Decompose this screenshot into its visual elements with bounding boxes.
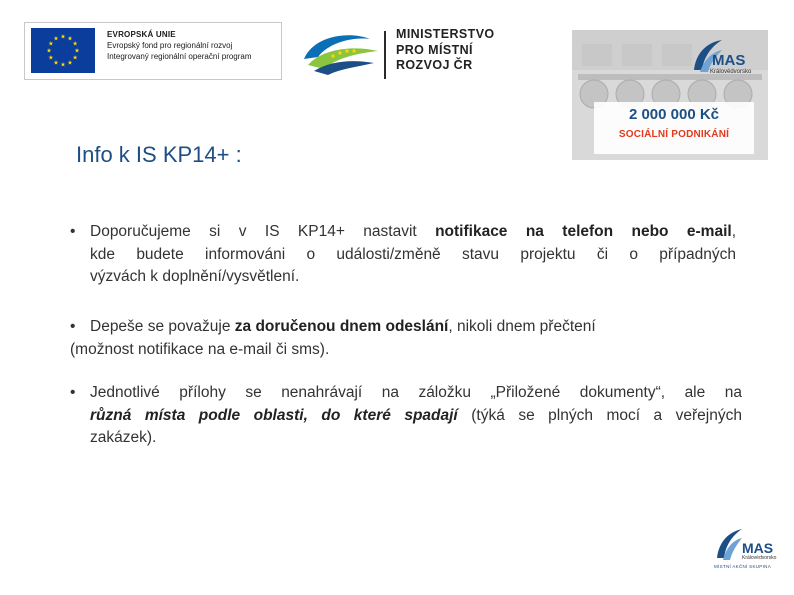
- bullet-item-notifications: [70, 221, 736, 289]
- eu-star: [47, 48, 52, 52]
- bullet2-line2: (možnost notifikace na e-mail či sms).: [70, 340, 330, 358]
- footer-mas-swoosh-icon: [714, 526, 744, 562]
- mas-banner: [572, 30, 768, 160]
- bullet-marker: •: [70, 223, 76, 240]
- bullet1-text-bold: notifikace na telefon nebo e-mail: [435, 223, 732, 240]
- bullet-marker: •: [70, 384, 76, 401]
- eu-star: [75, 48, 80, 52]
- eu-logo-text: [107, 29, 252, 62]
- bullet-item-attachments: [70, 382, 742, 450]
- ministry-line3: ROZVOJ ČR: [396, 58, 473, 72]
- bullet1-line2: kde budete informováni o události/změně stavu projektu či o případných: [90, 245, 736, 263]
- eu-logo-line2: Evropský fond pro regionální rozvoj: [107, 41, 233, 50]
- eu-star: [49, 55, 54, 59]
- eu-logo: [24, 22, 282, 80]
- bullet-marker: •: [70, 318, 76, 335]
- bullet-item-delivery: [70, 316, 736, 361]
- eu-flag-icon: [31, 28, 95, 73]
- footer-mas-text: MAS: [742, 540, 774, 556]
- ministry-line1: MINISTERSTVO: [396, 27, 495, 41]
- bullet1-text-post: ,: [731, 223, 736, 240]
- bullet2-text-post: , nikoli dnem přečtení: [448, 318, 596, 335]
- eu-star: [54, 60, 59, 64]
- eu-star: [73, 55, 78, 59]
- banner-text-box: [594, 102, 754, 154]
- ministry-emblem-icon: [300, 29, 382, 77]
- banner-mas-logo: MAS: [712, 52, 746, 69]
- bullet1-text-pre: Doporučujeme si v IS KP14+ nastavit: [90, 223, 436, 240]
- bullet2-text-bold: za doručenou dnem odeslání: [234, 318, 449, 335]
- eu-star: [68, 60, 73, 64]
- bullet3-text-post: (týká se plných mocí a veřejných: [457, 406, 742, 424]
- eu-star: [68, 36, 73, 40]
- ministry-line2: PRO MÍSTNÍ: [396, 42, 473, 57]
- eu-star: [49, 41, 54, 45]
- eu-logo-line3: Integrovaný regionální operační program: [107, 52, 252, 61]
- footer-mas-foot: MÍSTNÍ AKČNÍ SKUPINA: [714, 564, 772, 569]
- ministry-divider: [384, 31, 386, 79]
- footer-mas-logo: [712, 524, 782, 570]
- ministry-logo: [300, 25, 515, 80]
- eu-logo-line1: EVROPSKÁ UNIE: [107, 30, 176, 39]
- eu-star: [54, 36, 59, 40]
- bullet3-line1: Jednotlivé přílohy se nenahrávají na záložku „Přiložené dokumenty“, ale na: [90, 384, 742, 401]
- banner-subtitle: SOCIÁLNÍ PODNIKÁNÍ: [618, 129, 730, 140]
- bullet1-line3: výzvách k doplnění/vysvětlení.: [90, 268, 300, 285]
- eu-star: [61, 62, 66, 66]
- eu-star: [61, 34, 66, 38]
- eu-star: [73, 41, 78, 45]
- bullet2-text-pre: Depeše se považuje: [90, 318, 235, 335]
- banner-mas-subtext: Královédvorsko: [710, 69, 752, 75]
- bullet3-line3: zakázek).: [90, 429, 157, 446]
- ministry-logo-text: [396, 27, 495, 74]
- page-title: Info k IS KP14+ :: [76, 142, 242, 167]
- bullet3-text-bold: různá místa podle oblasti, do které spadají: [90, 406, 458, 424]
- banner-amount: 2 000 000 Kč: [628, 106, 720, 123]
- footer-mas-subtext: Královédvorsko: [742, 555, 777, 561]
